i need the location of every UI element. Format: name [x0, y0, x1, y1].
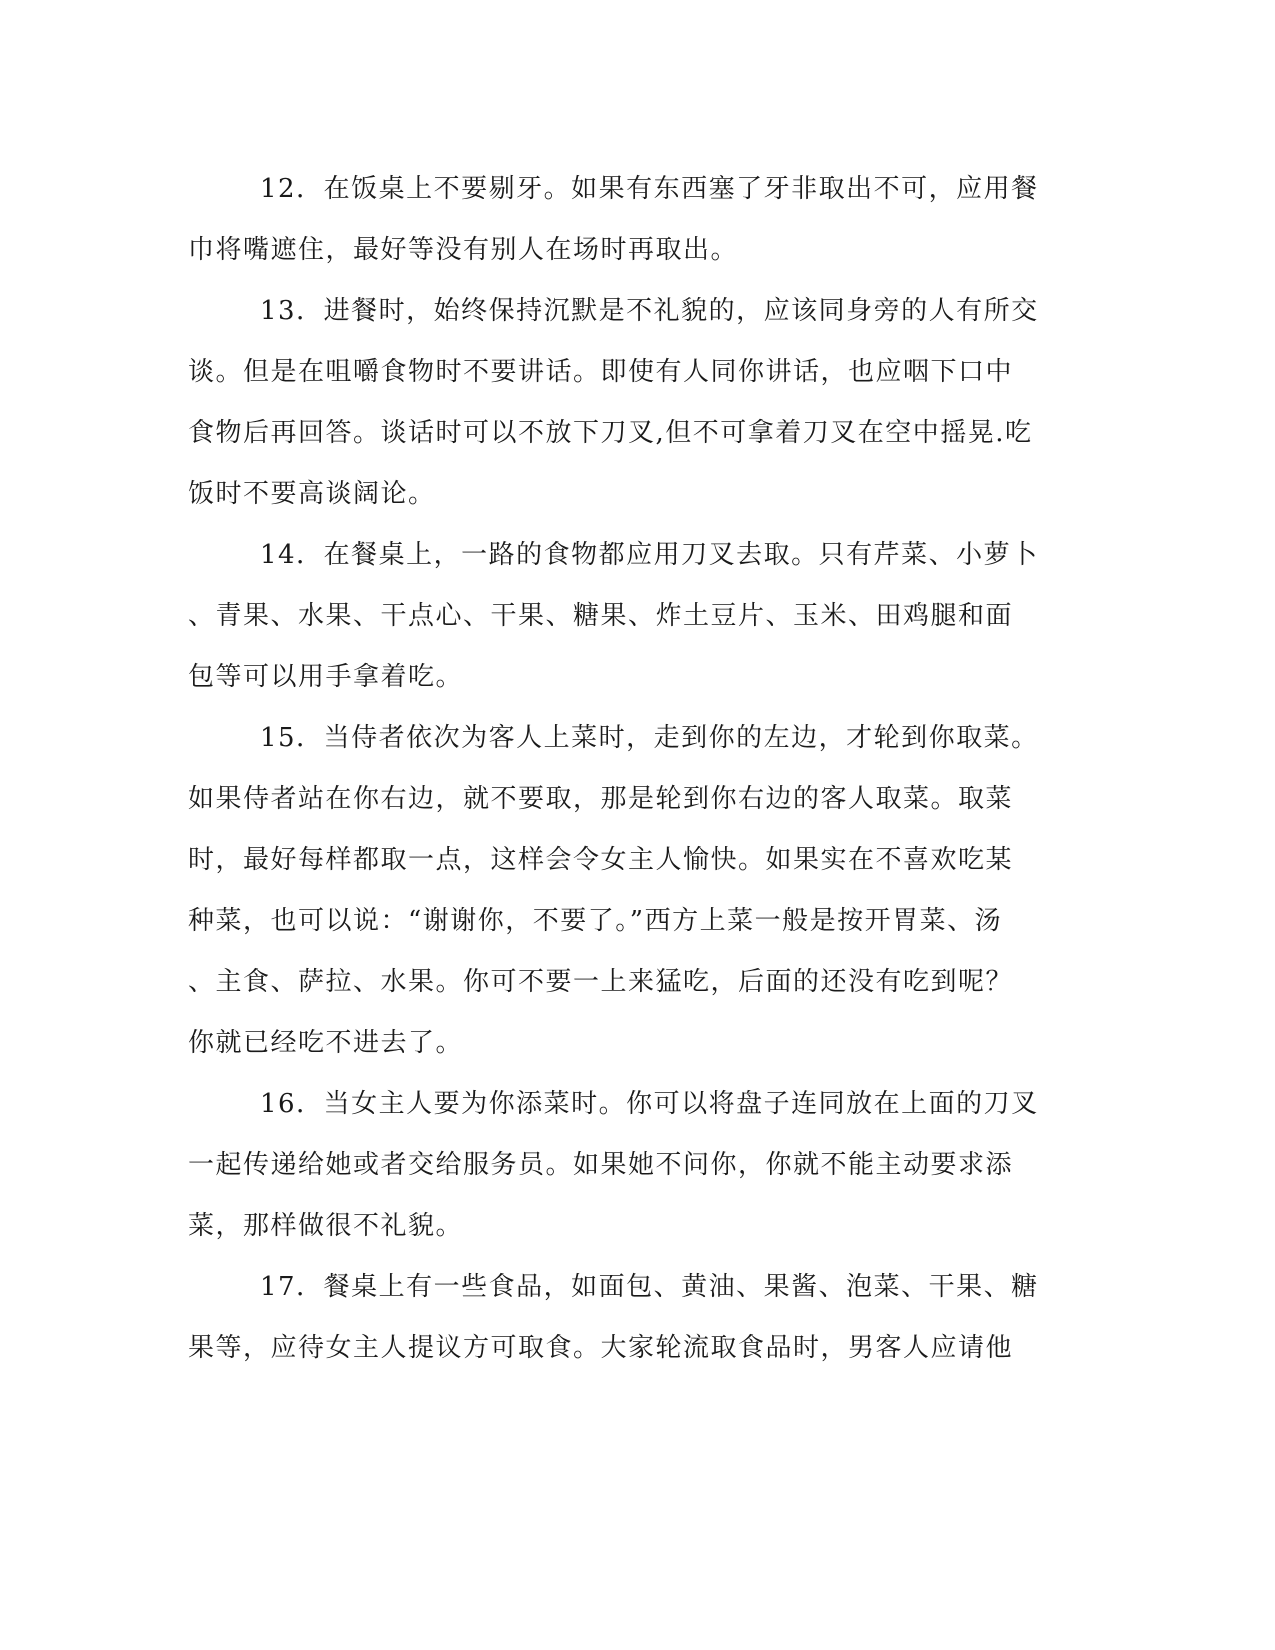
paragraph-16-line-3: 菜，那样做很不礼貌。: [188, 1211, 464, 1241]
paragraph-15-line-5: 、主食、萨拉、水果。你可不要一上来猛吃，后面的还没有吃到呢？: [188, 967, 1014, 997]
paragraph-15-line-1: 15．当侍者依次为客人上菜时，走到你的左边，才轮到你取菜。: [260, 723, 1039, 753]
paragraph-14-line-1: 14．在餐桌上，一路的食物都应用刀叉去取。只有芹菜、小萝卜: [260, 540, 1039, 570]
paragraph-13-line-4: 饭时不要高谈阔论。: [188, 479, 436, 509]
document-body: [188, 159, 1068, 1379]
paragraph-15-line-3: 时，最好每样都取一点，这样会令女主人愉快。如果实在不喜欢吃某: [188, 845, 1014, 875]
paragraph-13-line-1: 13．进餐时，始终保持沉默是不礼貌的，应该同身旁的人有所交: [260, 296, 1039, 326]
paragraph-16-line-1: 16．当女主人要为你添菜时。你可以将盘子连同放在上面的刀叉: [260, 1089, 1039, 1119]
paragraph-17-line-2: 果等，应待女主人提议方可取食。大家轮流取食品时，男客人应请他: [188, 1333, 1014, 1363]
paragraph-15-line-6: 你就已经吃不进去了。: [188, 1028, 464, 1058]
paragraph-15-line-2: 如果侍者站在你右边，就不要取，那是轮到你右边的客人取菜。取菜: [188, 784, 1014, 814]
paragraph-12-line-2: 巾将嘴遮住，最好等没有别人在场时再取出。: [188, 235, 739, 265]
paragraph-14-line-2: 、青果、水果、干点心、干果、糖果、炸土豆片、玉米、田鸡腿和面: [188, 601, 1014, 631]
paragraph-15-line-4: 种菜，也可以说：“谢谢你，不要了。”西方上菜一般是按开胃菜、汤: [188, 906, 1003, 936]
paragraph-14-line-3: 包等可以用手拿着吃。: [188, 662, 464, 692]
paragraph-17-line-1: 17．餐桌上有一些食品，如面包、黄油、果酱、泡菜、干果、糖: [260, 1272, 1039, 1302]
paragraph-13-line-2: 谈。但是在咀嚼食物时不要讲话。即使有人同你讲话，也应咽下口中: [188, 357, 1014, 387]
paragraph-13-line-3: 食物后再回答。谈话时可以不放下刀叉,但不可拿着刀叉在空中摇晃.吃: [188, 418, 1033, 448]
paragraph-16-line-2: 一起传递给她或者交给服务员。如果她不问你，你就不能主动要求添: [188, 1150, 1014, 1180]
paragraph-12-line-1: 12．在饭桌上不要剔牙。如果有东西塞了牙非取出不可，应用餐: [260, 174, 1039, 204]
